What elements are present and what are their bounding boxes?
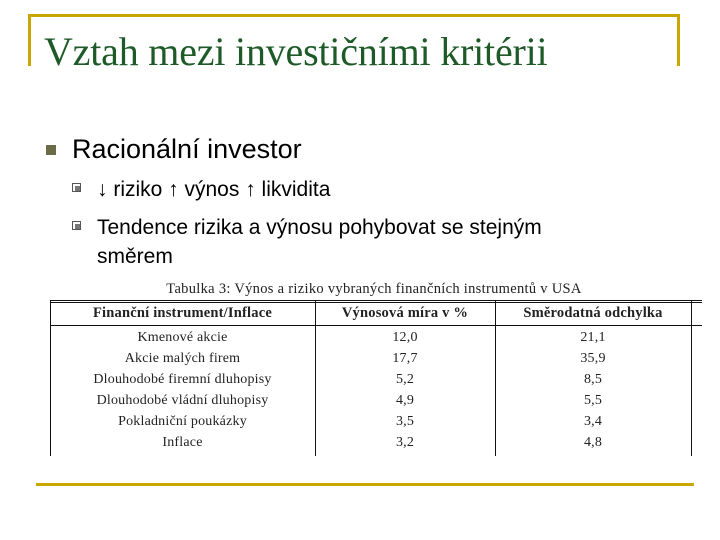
- table-cell-std-dev: 5,5: [583, 393, 603, 408]
- table-header-instrument: Finanční instrument/Inflace: [92, 305, 272, 321]
- table-header-std-dev: Směrodatná odchylka: [523, 305, 663, 321]
- table-border-right: [691, 300, 692, 456]
- table-cell-return: 3,2: [395, 435, 415, 450]
- table-top-rule-double: [50, 302, 702, 303]
- slide-title: Vztah mezi investičními kritérii: [44, 29, 548, 74]
- hollow-square-bullet-icon: [72, 183, 81, 192]
- decorative-rule-bottom: [36, 483, 694, 486]
- sub-bullet-text: ↓ riziko ↑ výnos ↑ likvidita: [97, 178, 331, 201]
- square-bullet-icon: [46, 145, 56, 155]
- table-cell-instrument: Pokladniční poukázky: [118, 414, 247, 429]
- table-cell-return: 3,5: [395, 414, 415, 429]
- table-cell-instrument: Inflace: [162, 435, 203, 450]
- table-top-rule: [50, 300, 702, 301]
- table-cell-std-dev: 8,5: [583, 372, 603, 387]
- table-cell-return: 5,2: [395, 372, 415, 387]
- decorative-rule-right: [677, 14, 680, 66]
- table-cell-return: 4,9: [395, 393, 415, 408]
- table-cell-std-dev: 21,1: [580, 330, 606, 345]
- sub-bullet-text: Tendence rizika a výnosu pohybovat se stejným: [97, 216, 542, 239]
- table-cell-std-dev: 3,4: [583, 414, 603, 429]
- table-header-return: Výnosová míra v %: [341, 305, 469, 321]
- table-header-rule: [50, 325, 702, 326]
- sub-bullet-text-continuation: směrem: [97, 245, 173, 268]
- decorative-rule-left: [28, 14, 31, 66]
- hollow-square-bullet-icon: [72, 221, 81, 230]
- returns-risk-table: [50, 280, 702, 456]
- table-cell-std-dev: 4,8: [583, 435, 603, 450]
- table-caption: Tabulka 3: Výnos a riziko vybraných finančních instrumentů v USA: [166, 281, 582, 297]
- main-bullet-text: Racionální investor: [72, 134, 302, 164]
- table-cell-std-dev: 35,9: [580, 351, 606, 366]
- table-cell-instrument: Dlouhodobé firemní dluhopisy: [93, 372, 272, 387]
- table-cell-instrument: Kmenové akcie: [137, 330, 228, 345]
- decorative-rule-top: [28, 14, 680, 17]
- table-cell-instrument: Dlouhodobé vládní dluhopisy: [96, 393, 269, 408]
- table-cell-return: 12,0: [392, 330, 418, 345]
- table-cell-return: 17,7: [392, 351, 418, 366]
- table-cell-instrument: Akcie malých firem: [124, 351, 241, 366]
